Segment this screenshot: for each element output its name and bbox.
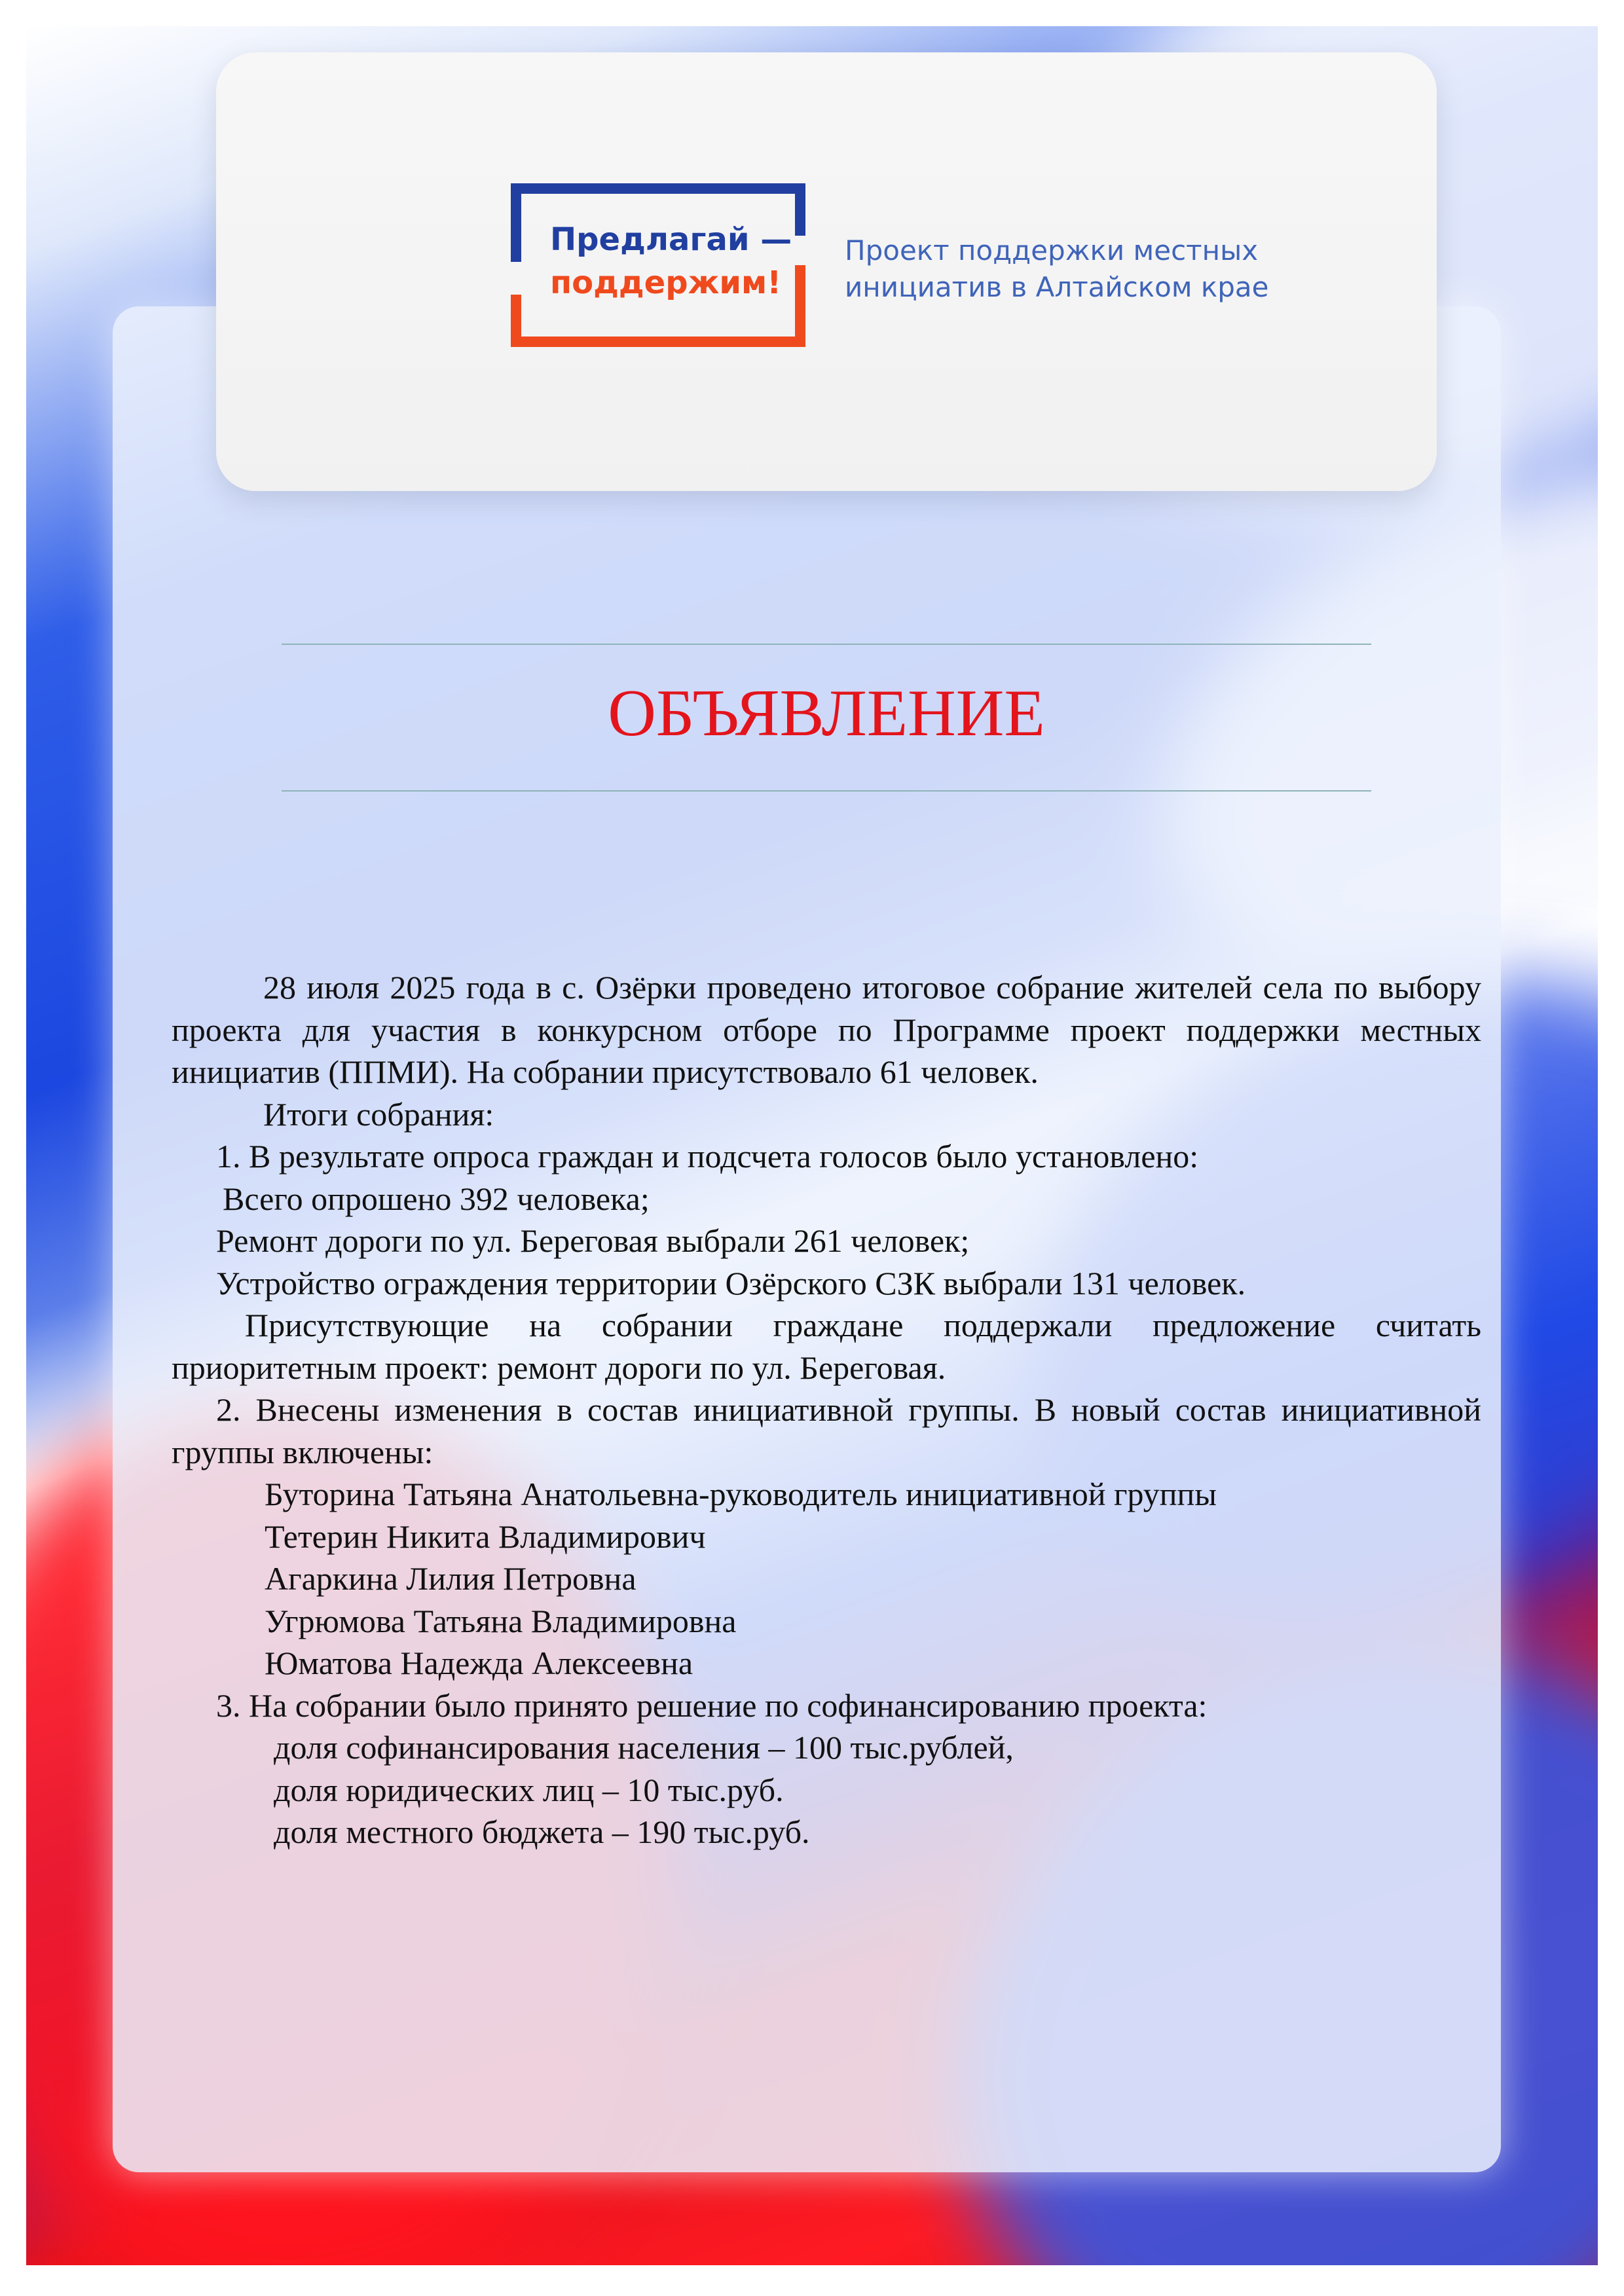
intro-paragraph: 28 июля 2025 года в с. Озёрки проведено итоговое собрание жителей села по выбору проекта для участия в конкурсном отборе по Программе проект поддержки местных инициатив (ППМИ). На собрании присутствовало 61 человек. (172, 969, 1481, 1090)
priority-paragraph: Присутствующие на собрании граждане поддержали предложение считать приоритетным проект: ремонт дороги по ул. Береговая. (172, 1307, 1481, 1386)
member-4: Угрюмова Татьяна Владимировна (265, 1602, 737, 1639)
project-caption: Проект поддержки местных инициатив в Алтайском крае (845, 234, 1269, 303)
member-2: Тетерин Никита Владимирович (265, 1518, 706, 1555)
item-3: 3. На собрании было принято решение по софинансированию проекта: (216, 1686, 1208, 1724)
item-2: 2. Внесены изменения в состав инициативной группы. В новый состав инициативной группы включены: (172, 1391, 1481, 1470)
member-1: Буторина Татьяна Анатольевна-руководитель инициативной группы (265, 1476, 1217, 1512)
member-5: Юматова Надежда Алексеевна (265, 1645, 693, 1681)
logo-text-line1: Предлагай — (550, 221, 792, 258)
total-surveyed: Всего опрошено 392 человека; (223, 1180, 650, 1217)
title-divider-bottom (282, 790, 1371, 792)
share-legal-entities: доля юридических лиц – 10 тыс.руб. (274, 1771, 784, 1808)
member-3: Агаркина Лилия Петровна (265, 1560, 637, 1597)
results-heading: Итоги собрания: (263, 1095, 494, 1133)
road-votes: Ремонт дороги по ул. Береговая выбрали 261 человек; (216, 1222, 970, 1259)
share-local-budget: доля местного бюджета – 190 тыс.руб. (274, 1813, 810, 1850)
title-divider-top (282, 644, 1371, 645)
announcement-body (172, 966, 1481, 1853)
share-population: доля софинансирования населения – 100 тыс.рублей, (274, 1729, 1014, 1766)
project-logo (511, 183, 805, 347)
logo-text-line2: поддержим! (550, 264, 782, 301)
fence-votes: Устройство ограждения территории Озёрского СЗК выбрали 131 человек. (216, 1264, 1246, 1302)
announcement-title: ОБЪЯВЛЕНИЕ (608, 676, 1045, 750)
item-1: 1. В результате опроса граждан и подсчета голосов было установлено: (216, 1138, 1199, 1175)
